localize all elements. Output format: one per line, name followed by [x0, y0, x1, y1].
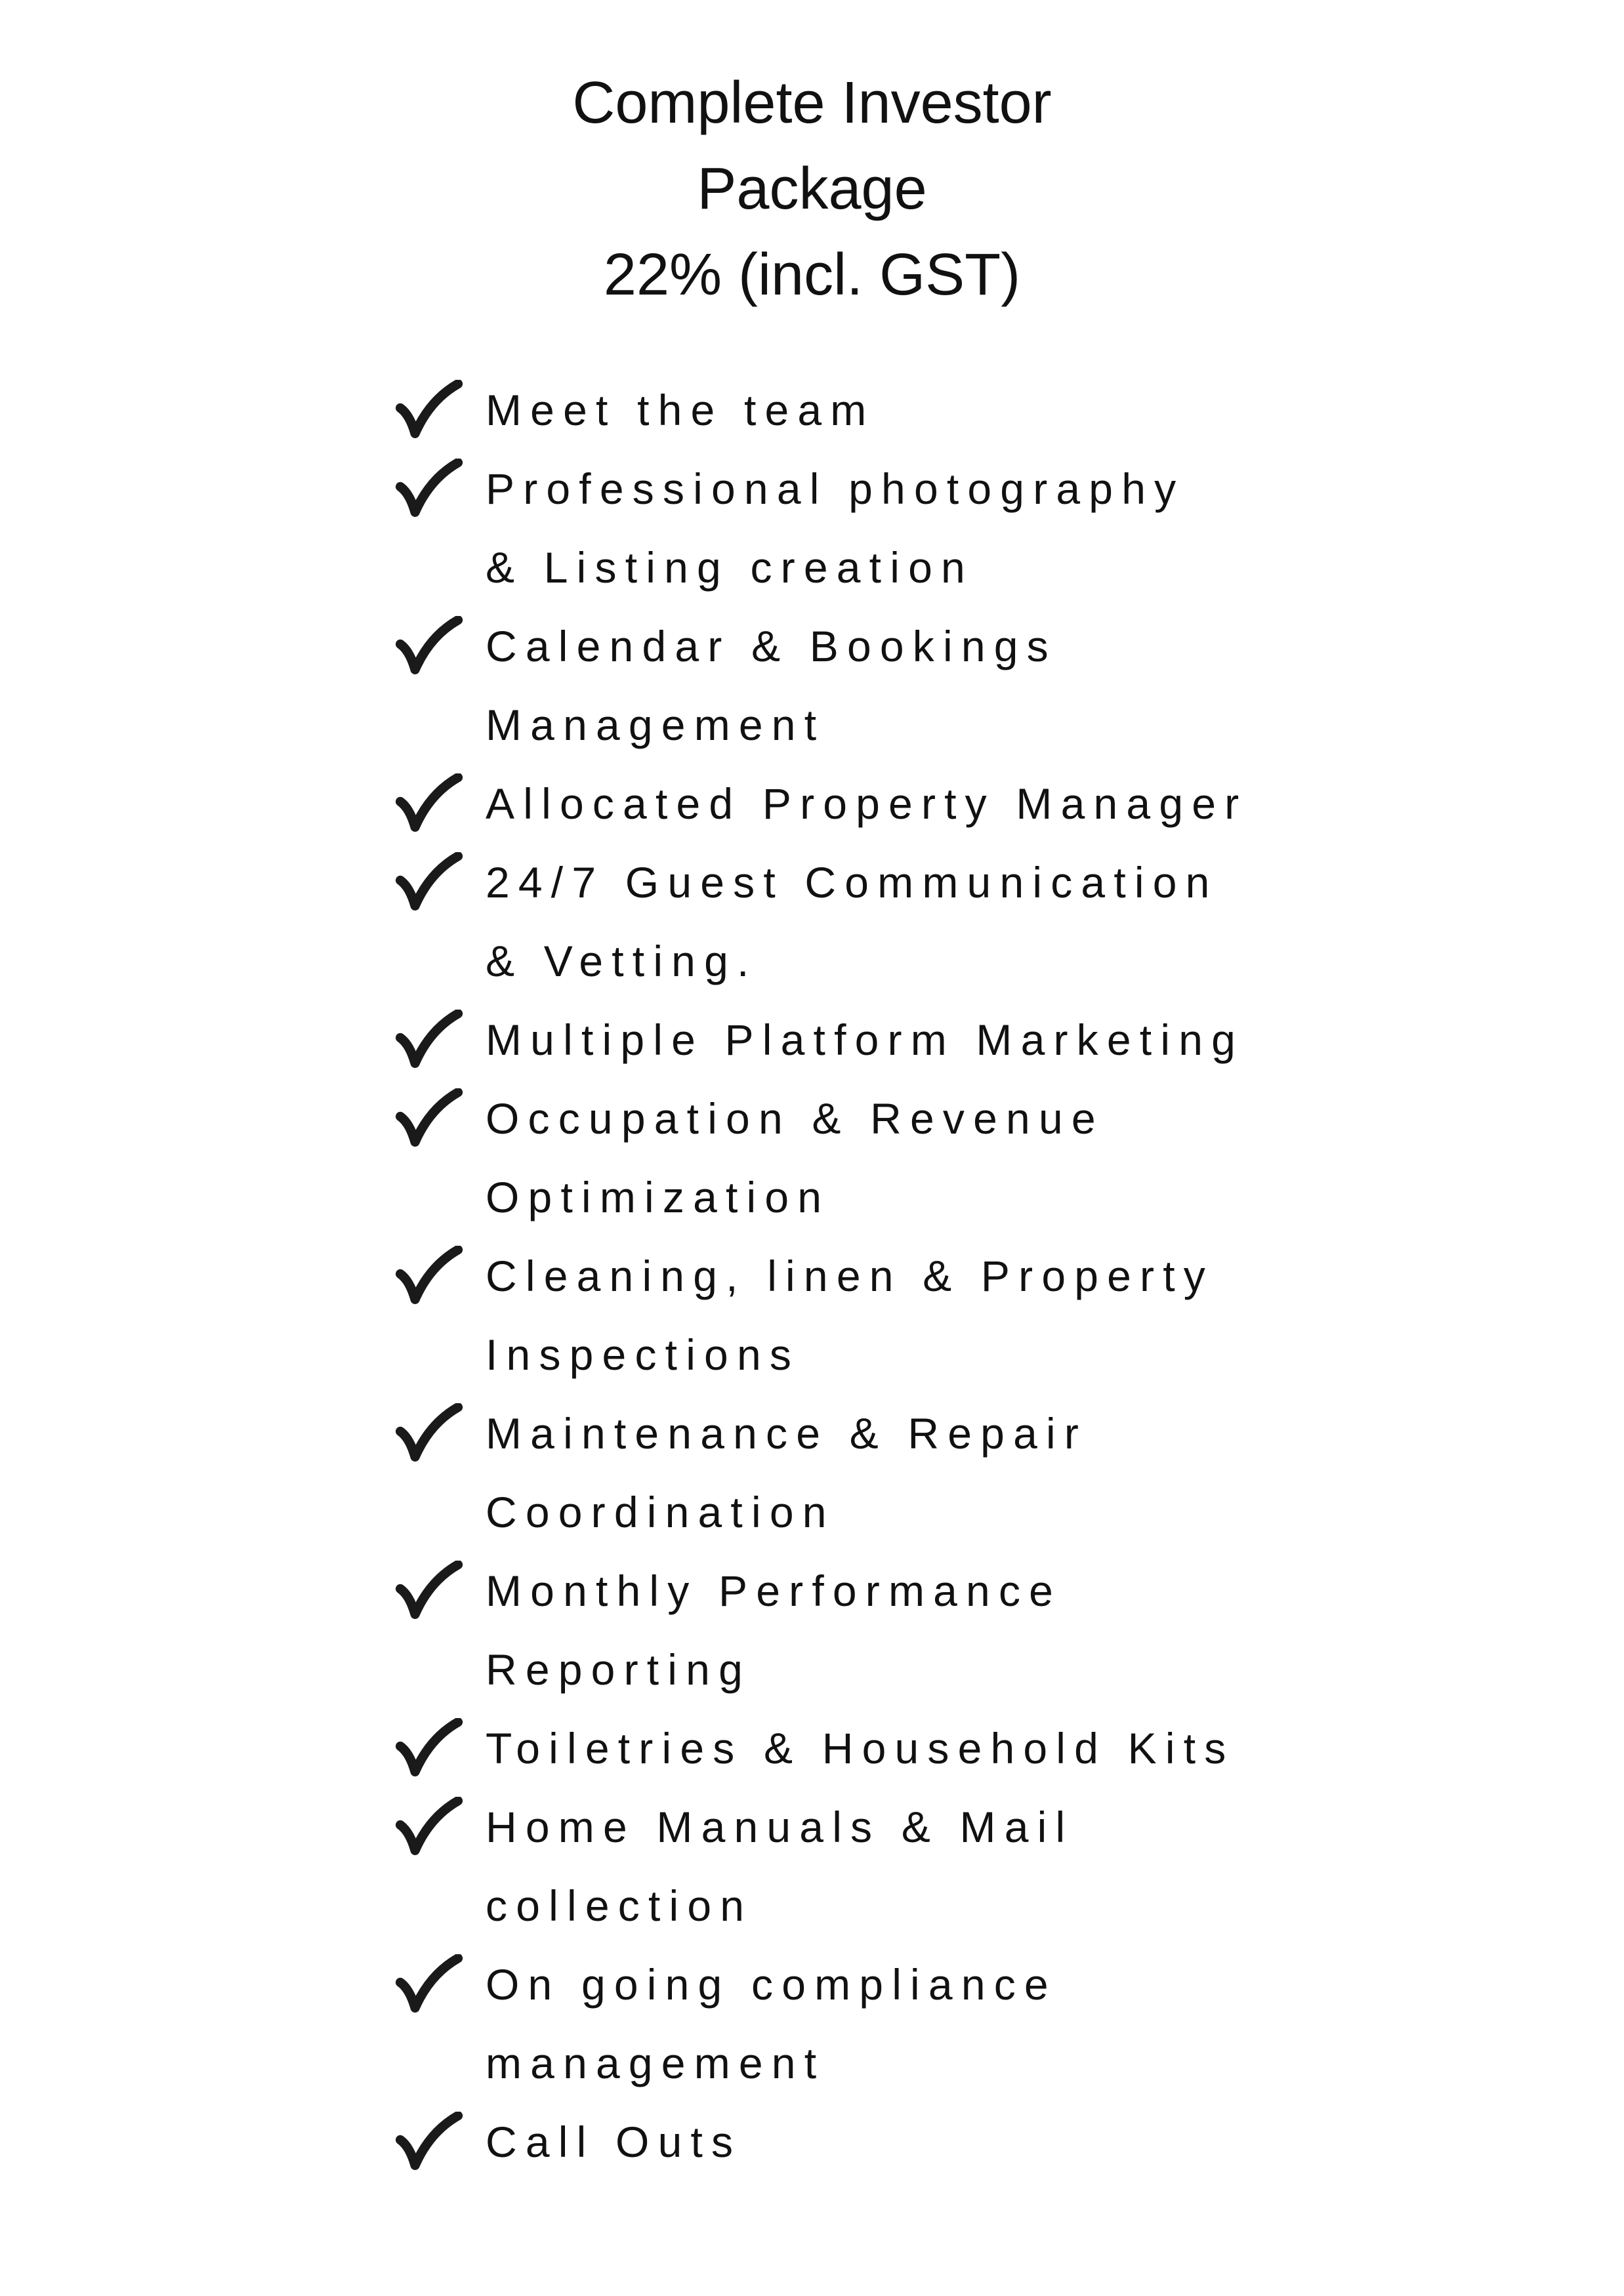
- feature-item: [486, 1000, 1535, 1079]
- feature-item-text: Inspections: [486, 1330, 801, 1379]
- title-line-3: 22% (incl. GST): [603, 242, 1021, 308]
- feature-item-text: & Listing creation: [486, 543, 974, 592]
- feature-item-text: Maintenance & Repair: [486, 1409, 1088, 1458]
- feature-item-text: Toiletries & Household Kits: [486, 1724, 1235, 1773]
- checkmark-icon: [394, 1718, 463, 1778]
- feature-item: [486, 1945, 1535, 2102]
- feature-item: [486, 607, 1535, 764]
- checkmark-icon: [394, 1403, 463, 1464]
- package-title: [0, 60, 1624, 318]
- feature-item: [486, 1551, 1535, 1709]
- feature-item-text: Monthly Performance: [486, 1567, 1062, 1615]
- checkmark-icon: [394, 616, 463, 676]
- feature-list: [486, 371, 1535, 2181]
- feature-item: [486, 449, 1535, 607]
- feature-item-text: Home Manuals & Mail: [486, 1803, 1074, 1851]
- checkmark-icon: [394, 459, 463, 519]
- feature-item-text: Optimization: [486, 1173, 831, 1221]
- title-line-2: Package: [697, 156, 927, 222]
- checkmark-icon: [394, 380, 463, 440]
- checkmark-icon: [394, 1561, 463, 1621]
- feature-item-text: Call Outs: [486, 2118, 742, 2166]
- feature-item-text: Coordination: [486, 1488, 835, 1536]
- feature-item-text: Reporting: [486, 1645, 751, 1694]
- checkmark-icon: [394, 1010, 463, 1070]
- feature-item-text: collection: [486, 1881, 753, 1930]
- feature-item-text: Allocated Property Manager: [486, 779, 1248, 828]
- feature-item-text: On going compliance: [486, 1960, 1057, 2009]
- feature-item-text: Calendar & Bookings: [486, 622, 1057, 670]
- checkmark-icon: [394, 1246, 463, 1306]
- feature-item-text: & Vetting.: [486, 937, 758, 985]
- feature-item: [486, 1709, 1535, 1788]
- feature-item: [486, 1788, 1535, 1945]
- feature-item-text: Professional photography: [486, 464, 1185, 513]
- checkmark-icon: [394, 2112, 463, 2172]
- feature-item-text: Occupation & Revenue: [486, 1094, 1104, 1143]
- feature-item-text: management: [486, 2039, 825, 2087]
- feature-item-text: 24/7 Guest Communication: [486, 858, 1218, 907]
- feature-item: [486, 764, 1535, 843]
- feature-item-text: Multiple Platform Marketing: [486, 1015, 1245, 1064]
- checkmark-icon: [394, 1954, 463, 2015]
- feature-item-text: Management: [486, 701, 825, 749]
- feature-item: [486, 1394, 1535, 1551]
- feature-item: [486, 843, 1535, 1000]
- feature-item: [486, 1079, 1535, 1237]
- checkmark-icon: [394, 773, 463, 834]
- title-line-1: Complete Investor: [572, 70, 1052, 136]
- feature-item: [486, 1237, 1535, 1394]
- checkmark-icon: [394, 1797, 463, 1857]
- feature-item: [486, 2102, 1535, 2181]
- checkmark-icon: [394, 852, 463, 912]
- checkmark-icon: [394, 1088, 463, 1149]
- feature-item-text: Cleaning, linen & Property: [486, 1252, 1214, 1300]
- feature-item-text: Meet the team: [486, 386, 875, 434]
- feature-item: [486, 371, 1535, 449]
